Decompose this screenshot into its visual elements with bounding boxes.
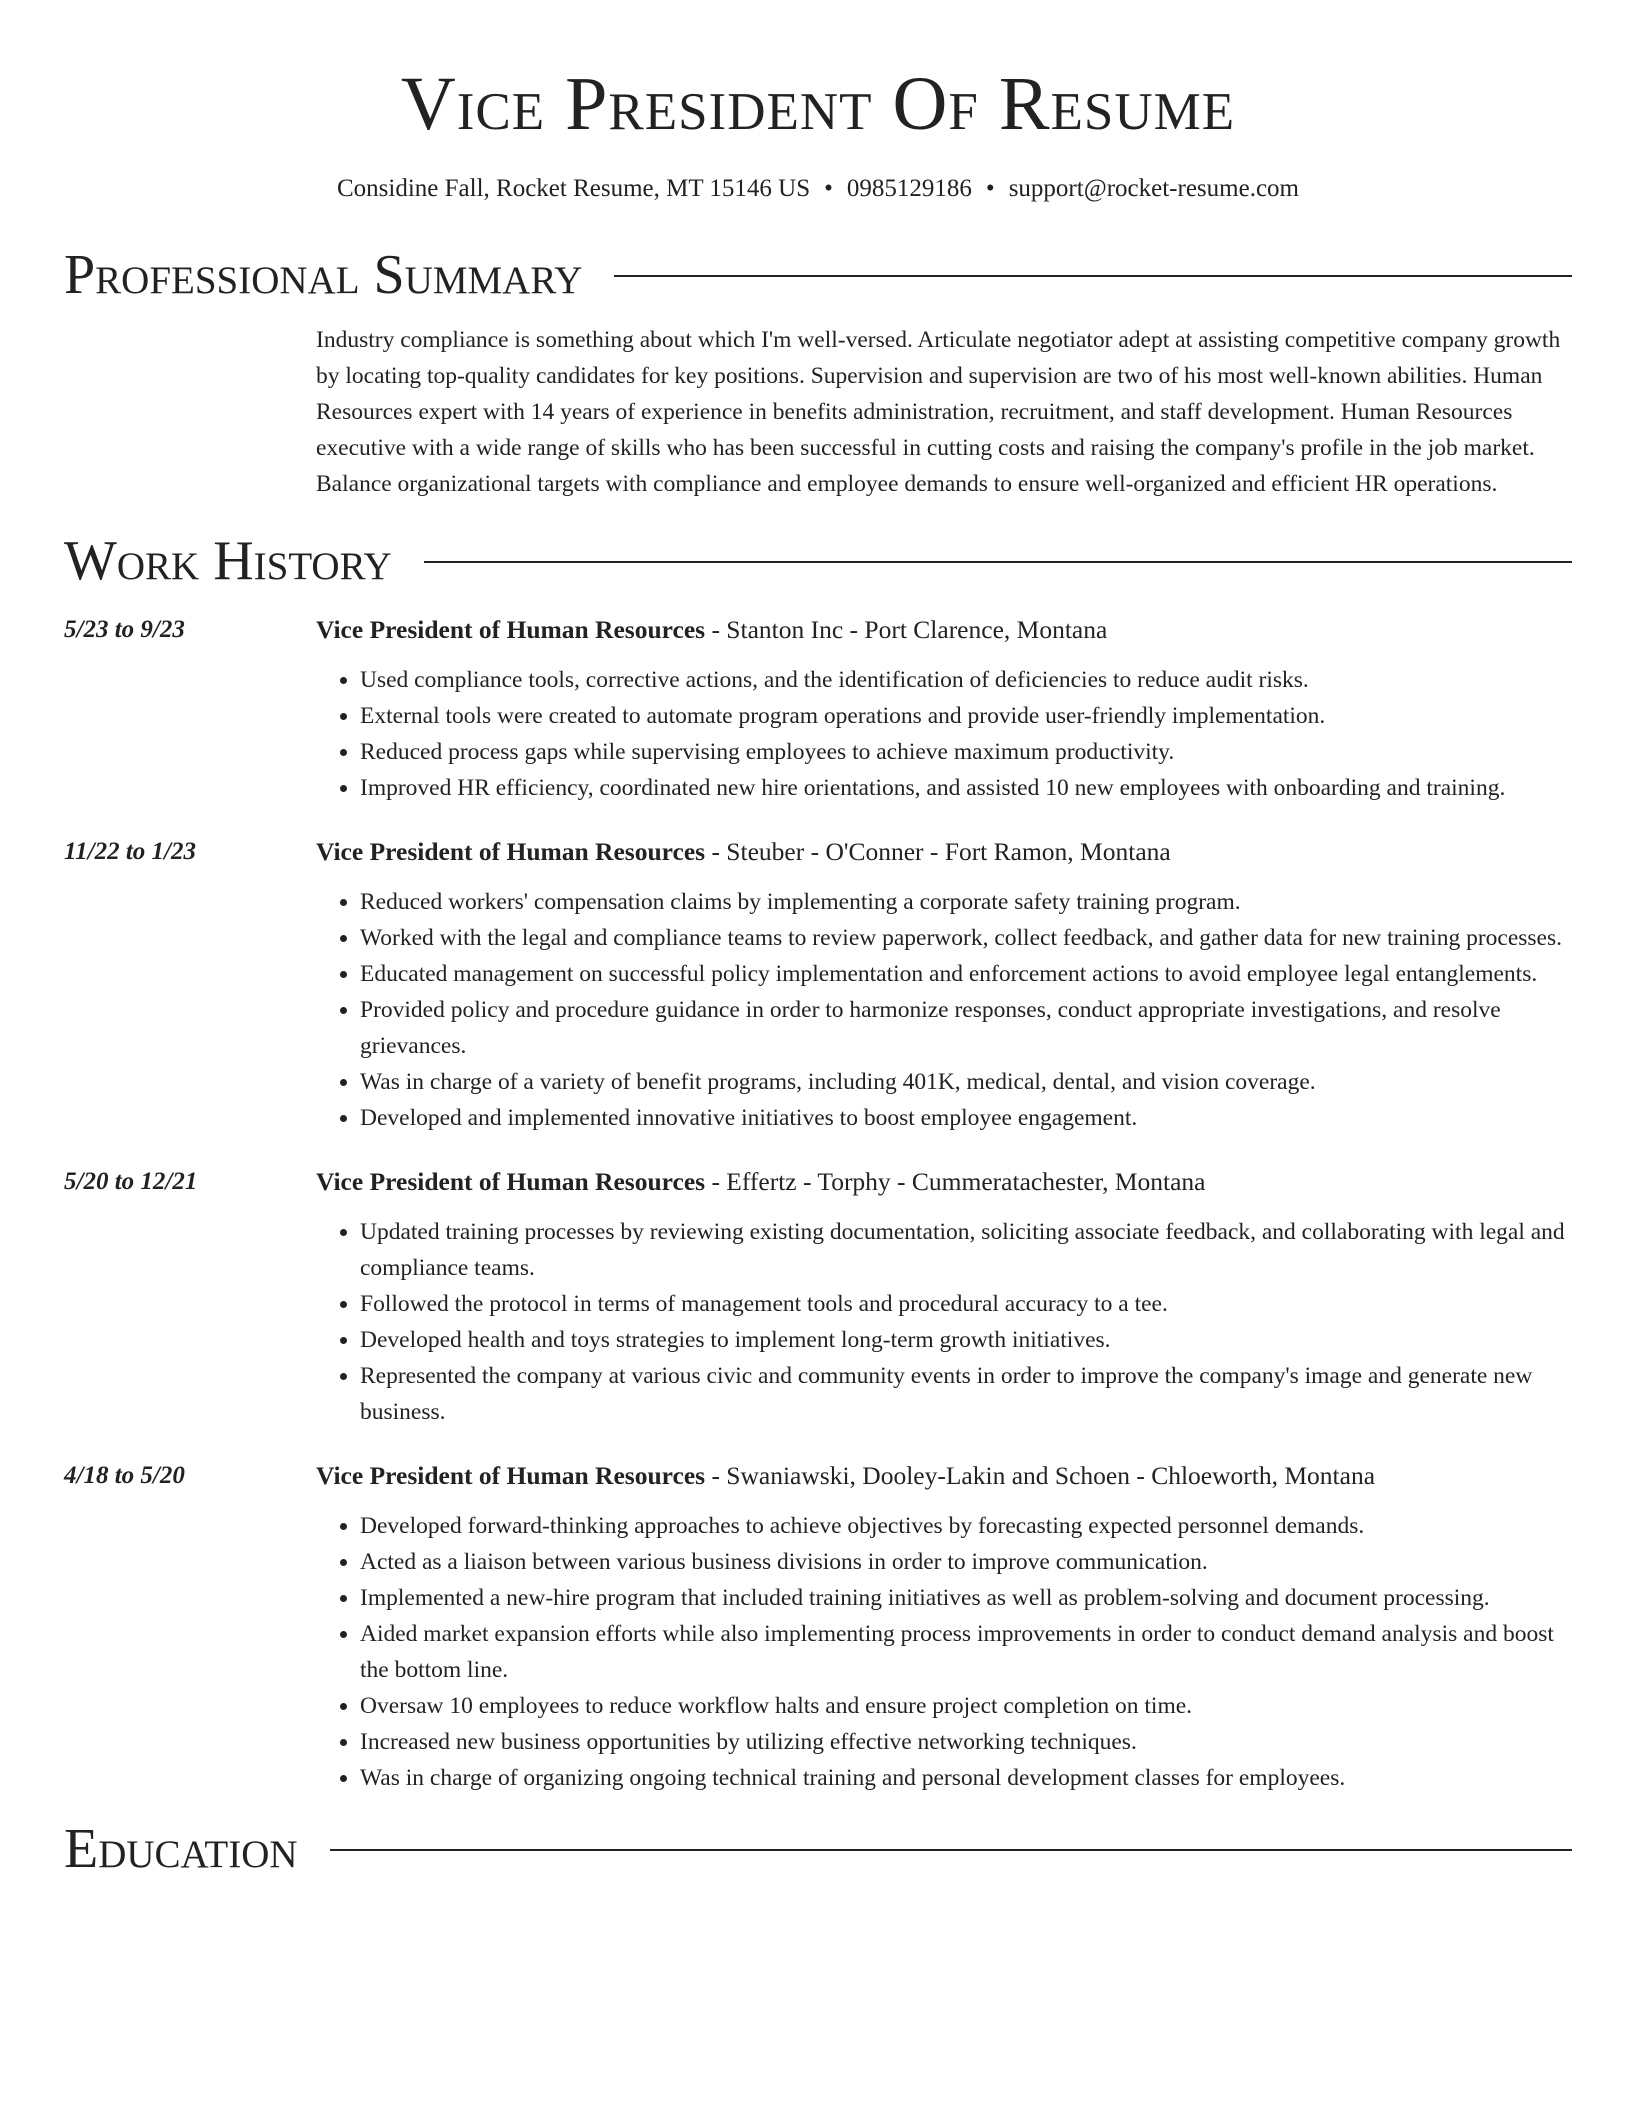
contact-separator: •: [824, 175, 833, 202]
job-bullet: • Updated training processes by reviewing existing documentation, soliciting associate feedback, and collaborating with legal and compliance teams.: [360, 1214, 1572, 1286]
job-bullet: • Was in charge of a variety of benefit programs, including 401K, medical, dental, and vision coverage.: [360, 1064, 1572, 1100]
job-bullet: • Reduced workers' compensation claims by implementing a corporate safety training program.: [360, 884, 1572, 920]
job-bullet: • Provided policy and procedure guidance in order to harmonize responses, conduct appropriate investigations, and resolve grievances.: [360, 992, 1572, 1064]
job-bullet-list: [316, 1214, 1572, 1430]
job-bullet: • Oversaw 10 employees to reduce workflow halts and ensure project completion on time.: [360, 1688, 1572, 1724]
work-history-entry: [64, 608, 1572, 806]
job-bullet: • Improved HR efficiency, coordinated new hire orientations, and assisted 10 new employees with onboarding and training.: [360, 770, 1572, 806]
contact-email: support@rocket-resume.com: [1008, 175, 1299, 202]
job-dates: 11/22 to 1/23: [64, 838, 196, 865]
work-history-entry: [64, 1454, 1572, 1796]
job-bullet: • External tools were created to automate program operations and provide user-friendly implementation.: [360, 698, 1572, 734]
job-employer: - Steuber - O'Conner - Fort Ramon, Montana: [705, 837, 1171, 866]
work-section-title: Work History: [64, 530, 392, 592]
job-title: Vice President of Human Resources: [316, 1167, 706, 1196]
section-divider: [614, 275, 1572, 277]
job-bullet-list: [316, 662, 1572, 806]
job-details: [316, 830, 1572, 1136]
job-employer: - Stanton Inc - Port Clarence, Montana: [705, 615, 1108, 644]
job-bullet: • Implemented a new-hire program that included training initiatives as well as problem-solving and document processing.: [360, 1580, 1572, 1616]
job-bullet: • Developed health and toys strategies to implement long-term growth initiatives.: [360, 1322, 1572, 1358]
job-bullet: • Acted as a liaison between various business divisions in order to improve communication.: [360, 1544, 1572, 1580]
job-bullet: • Worked with the legal and compliance teams to review paperwork, collect feedback, and gather data for new training processes.: [360, 920, 1572, 956]
work-history-entry: [64, 1160, 1572, 1430]
job-bullet: • Represented the company at various civic and community events in order to improve the company's image and generate new business.: [360, 1358, 1572, 1430]
job-employer: - Swaniawski, Dooley-Lakin and Schoen - Chloeworth, Montana: [705, 1461, 1376, 1490]
education-section-title: Education: [64, 1818, 298, 1880]
job-bullet: • Developed and implemented innovative initiatives to boost employee engagement.: [360, 1100, 1572, 1136]
job-details: [316, 1160, 1572, 1430]
job-title: Vice President of Human Resources: [316, 1461, 706, 1490]
job-title: Vice President of Human Resources: [316, 615, 706, 644]
job-bullet: • Was in charge of organizing ongoing technical training and personal development classes for employees.: [360, 1760, 1572, 1796]
contact-address: Considine Fall, Rocket Resume, MT 15146 US: [337, 175, 811, 202]
education-section-header: [64, 1816, 1572, 1882]
job-bullet: • Educated management on successful policy implementation and enforcement actions to avoid employee legal entanglements.: [360, 956, 1572, 992]
job-bullet-list: [316, 884, 1572, 1136]
job-title: Vice President of Human Resources: [316, 837, 706, 866]
job-heading: [316, 1454, 1572, 1494]
contact-phone: 0985129186: [846, 175, 972, 202]
job-dates: 5/23 to 9/23: [64, 616, 185, 643]
job-bullet-list: [316, 1508, 1572, 1796]
job-bullet: • Developed forward-thinking approaches to achieve objectives by forecasting expected personnel demands.: [360, 1508, 1572, 1544]
job-heading: [316, 608, 1572, 648]
section-divider: [330, 1849, 1572, 1851]
work-section-header: [64, 528, 1572, 594]
job-details: [316, 1454, 1572, 1796]
work-history-entry: [64, 830, 1572, 1136]
summary-section-title: Professional Summary: [64, 244, 583, 306]
summary-section-header: [64, 242, 1572, 308]
job-heading: [316, 1160, 1572, 1200]
job-bullet: • Followed the protocol in terms of management tools and procedural accuracy to a tee.: [360, 1286, 1572, 1322]
job-bullet: • Reduced process gaps while supervising employees to achieve maximum productivity.: [360, 734, 1572, 770]
job-heading: [316, 830, 1572, 870]
contact-line: [64, 172, 1572, 206]
resume-page: [64, 0, 1572, 1882]
job-details: [316, 608, 1572, 806]
job-bullet: • Increased new business opportunities by utilizing effective networking techniques.: [360, 1724, 1572, 1760]
work-history-list: [64, 608, 1572, 1796]
job-dates: 5/20 to 12/21: [64, 1168, 198, 1195]
job-employer: - Effertz - Torphy - Cummeratachester, Montana: [705, 1167, 1206, 1196]
job-dates: 4/18 to 5/20: [64, 1462, 185, 1489]
contact-separator: •: [985, 175, 995, 202]
summary-text: Industry compliance is something about which I'm well-versed. Articulate negotiator adept at assisting competitive company growth by locating top-quality candidates for key positions. Supervision and supervision are two of his most well-known abilities. Human Resources expert with 14 years of experience in benefits administration, recruitment, and staff development. Human Resources executive with a wide range of skills who has been successful in cutting costs and raising the company's profile in the job market. Balance organizational targets with compliance and employee demands to ensure well-organized and efficient HR operations.: [316, 327, 1561, 497]
section-divider: [424, 561, 1572, 563]
job-bullet: • Used compliance tools, corrective actions, and the identification of deficiencies to reduce audit risks.: [360, 662, 1572, 698]
resume-name: Vice President Of Resume: [400, 62, 1236, 146]
job-bullet: • Aided market expansion efforts while also implementing process improvements in order to conduct demand analysis and boost the bottom line.: [360, 1616, 1572, 1688]
